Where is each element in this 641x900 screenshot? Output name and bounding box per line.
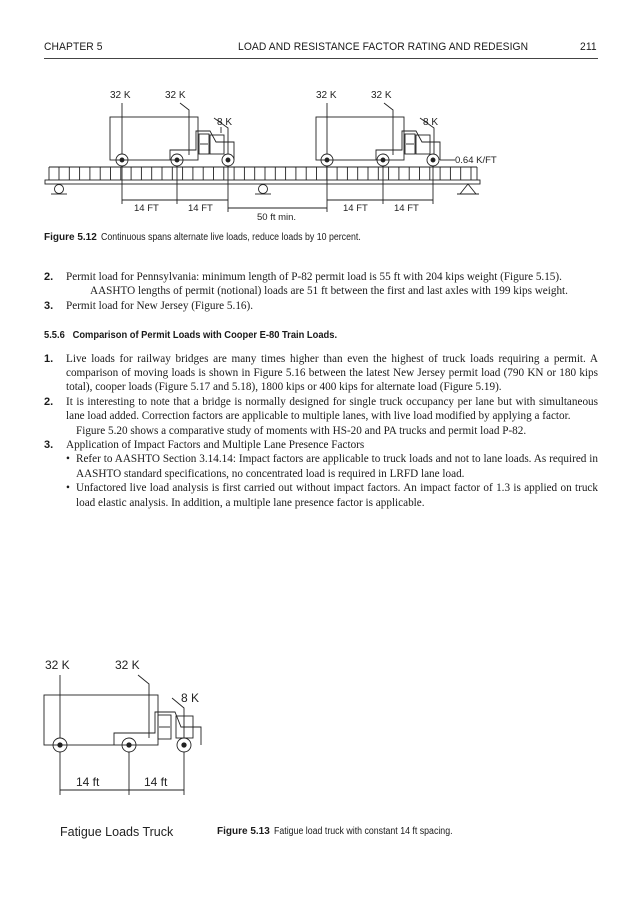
list-item-2 xyxy=(44,270,598,284)
impact-factor-bullets xyxy=(44,452,598,510)
fatigue-truck-cab xyxy=(114,712,201,745)
fatigue-truck-trailer xyxy=(44,695,158,745)
list-item-text: Permit load for New Jersey (Figure 5.16). xyxy=(66,299,254,312)
list-number: 1. xyxy=(44,352,54,365)
paragraph-aashto-lengths: AASHTO lengths of permit (notional) loads are 51 ft between the first and last axles with 199 kips weight. xyxy=(90,285,568,298)
fig12-dim-2: 14 FT xyxy=(188,203,213,214)
fig12-load-t1-mid: 32 K xyxy=(165,90,186,101)
figure-5-13-caption-text: Fatigue load truck with constant 14 ft spacing. xyxy=(273,826,453,837)
dimension-lines xyxy=(122,166,433,212)
fig13-load-mid: 32 K xyxy=(115,658,140,672)
list-item-text: It is interesting to note that a bridge is normally designed for single truck occupancy per lane but with simultaneous lane load added. Correction factors are applicable to multiple lanes, with live load modified by applying a factor. xyxy=(66,395,598,423)
support-center-roller xyxy=(255,185,271,195)
truck-2-trailer xyxy=(316,117,404,160)
fig12-load-t2-mid: 32 K xyxy=(371,90,392,101)
list-item-text: Permit load for Pennsylvania: minimum length of P-82 permit load is 55 ft with 204 kips weight (Figure 5.15). xyxy=(66,271,562,283)
fig13-load-front: 32 K xyxy=(45,658,70,672)
lane-load-strip xyxy=(49,160,477,180)
list-number: 2. xyxy=(44,395,54,408)
section-heading-5-5-6: 5.5.6 Comparison of Permit Loads with Cooper E-80 Train Loads. xyxy=(44,330,338,342)
list-item-text: Application of Impact Factors and Multiple Lane Presence Factors xyxy=(66,439,365,452)
list-item-text: Live loads for railway bridges are many times higher than even the highest of truck loads requiring a permit. A comparison of moving loads is shown in Figure 5.16 between the latest New Jersey permit load (790 KN or 180 kips total), cooper loads (Figure 5.17 and 5.18), 1800 kips or 400 kips for alternate load (Figure 5.19). xyxy=(66,352,598,394)
fig12-dim-3: 14 FT xyxy=(343,203,368,214)
figure-5-13-caption xyxy=(217,826,477,837)
list-number: 2. xyxy=(44,271,54,283)
truck-1 xyxy=(110,103,234,166)
paragraph-figure-5-20: Figure 5.20 shows a comparative study of moments with HS-20 and PA trucks and permit load P-82. xyxy=(76,424,527,437)
figure-5-12-caption xyxy=(44,232,396,243)
fig12-dim-gap: 50 ft min. xyxy=(257,212,297,223)
figure-5-12-diagram xyxy=(0,82,641,227)
section-list-item-3 xyxy=(44,438,598,452)
figure-5-12-caption-text: Continuous spans alternate live loads, reduce loads by 10 percent. xyxy=(100,232,361,243)
list-number: 3. xyxy=(44,439,54,452)
fig12-dim-1: 14 FT xyxy=(134,203,159,214)
fig12-load-t1-front: 32 K xyxy=(110,90,131,101)
section-list-item-1 xyxy=(44,352,598,395)
list-item-3 xyxy=(44,299,598,313)
fig13-dim-1: 14 ft xyxy=(76,775,100,789)
fig13-dim-2: 14 ft xyxy=(144,775,168,789)
fig12-load-t2-rear: 8 K xyxy=(423,117,439,128)
fig12-load-t2-front: 32 K xyxy=(316,90,337,101)
fig12-dim-4: 14 FT xyxy=(394,203,419,214)
fig13-load-rear: 8 K xyxy=(181,691,200,705)
continuous-beam xyxy=(45,180,480,184)
fig12-lane-load-label: 0.64 K/FT xyxy=(455,155,497,166)
body-text xyxy=(44,270,598,510)
bullet-item: • Unfactored live load analysis is first carried out without impact factors. An impact factor of 1.3 is applied on truck load elastic analysis. In addition, a multiple lane presence factor is applicable. xyxy=(66,481,598,510)
figure-5-13-caption-label: Figure 5.13 xyxy=(217,826,270,837)
figure-5-12-caption-label: Figure 5.12 xyxy=(44,232,97,243)
truck-1-trailer xyxy=(110,117,198,160)
support-left-roller xyxy=(51,185,67,195)
support-right-pin xyxy=(457,184,479,194)
fig12-load-t1-rear: 8 K xyxy=(217,117,233,128)
running-header xyxy=(44,41,598,57)
bullet-item: • Refer to AASHTO Section 3.14.14: Impact factors are applicable to truck loads and not to lane loads. As required in AASHTO standard specifications, no concentrated load is required in LRFD lane load. xyxy=(66,452,598,481)
running-title: LOAD AND RESISTANCE FACTOR RATING AND REDESIGN xyxy=(238,41,529,53)
chapter-label: CHAPTER 5 xyxy=(44,41,103,53)
truck-2 xyxy=(316,103,440,166)
page-number: 211 xyxy=(580,41,597,53)
list-number: 3. xyxy=(44,299,54,312)
header-rule xyxy=(44,58,598,59)
fig13-label: Fatigue Loads Truck xyxy=(60,825,174,839)
section-list-item-2 xyxy=(44,395,598,424)
